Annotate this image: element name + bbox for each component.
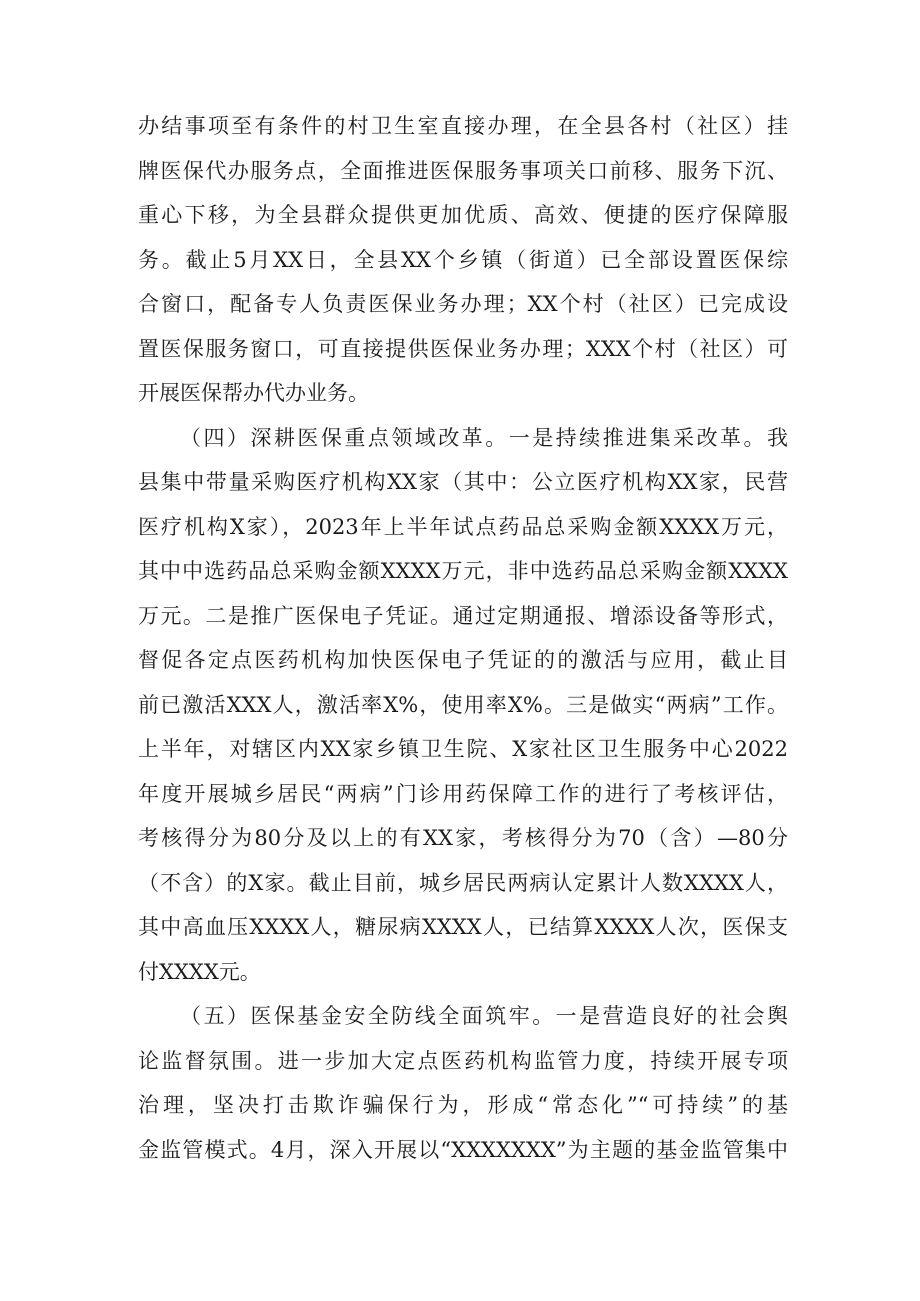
text-line: 重心下移，为全县群众提供更加优质、高效、便捷的医疗保障服 [138,203,788,227]
text-line: 万元。二是推广医保电子凭证。通过定期通报、增添设备等形式， [138,603,788,628]
text-line: 置医保服务窗口，可直接提供医保业务办理；XXX个村（社区）可 [138,336,788,361]
text-line: 其中中选药品总采购金额XXXX万元，非中选药品总采购金额XXXX [138,559,788,583]
text-line: 其中高血压XXXX人，糖尿病XXXX人，已结算XXXX人次，医保支 [138,915,788,939]
text-line: 牌医保代办服务点，全面推进医保服务事项关口前移、服务下沉、 [138,158,788,183]
paragraph-section-4 [138,416,788,995]
text-line: 上半年，对辖区内XX家乡镇卫生院、X家社区卫生服务中心2022 [138,737,788,761]
section-heading-line: （五）医保基金安全防线全面筑牢。一是营造良好的社会舆 [180,1004,788,1028]
text-line: 治理，坚决打击欺诈骗保行为，形成“常态化”“可持续”的基 [138,1093,788,1117]
text-line: 办结事项至有条件的村卫生室直接办理，在全县各村（社区）挂 [138,114,788,138]
text-line: 合窗口，配备专人负责医保业务办理；XX个村（社区）已完成设 [138,292,788,316]
text-line: （不含）的X家。截止目前，城乡居民两病认定累计人数XXXX人， [138,870,788,895]
text-line: 县集中带量采购医疗机构XX家（其中：公立医疗机构XX家，民营 [138,470,788,494]
document-body [138,104,788,1172]
text-line: 金监管模式。4月，深入开展以“XXXXXXX”为主题的基金监管集中 [138,1137,788,1162]
paragraph-service-points [138,104,788,416]
text-line: 付XXXX元。 [138,959,261,984]
text-line: 考核得分为80分及以上的有XX家，考核得分为70（含）—80分 [138,826,788,850]
text-line: 前已激活XXX人，激活率X%，使用率X%。三是做实“两病”工作。 [138,692,788,717]
text-line: 开展医保帮办代办业务。 [138,381,369,405]
text-line: 务。截止5月XX日，全县XX个乡镇（街道）已全部设置医保综 [138,247,788,272]
text-line: 医疗机构X家），2023年上半年试点药品总采购金额XXXX万元， [138,514,788,539]
section-heading-line: （四）深耕医保重点领域改革。一是持续推进集采改革。我 [180,425,788,450]
text-line: 督促各定点医药机构加快医保电子凭证的的激活与应用，截止目 [138,648,788,672]
text-line: 论监督氛围。进一步加大定点医药机构监管力度，持续开展专项 [138,1048,788,1073]
paragraph-section-5 [138,994,788,1172]
text-line: 年度开展城乡居民“两病”门诊用药保障工作的进行了考核评估， [138,781,788,806]
